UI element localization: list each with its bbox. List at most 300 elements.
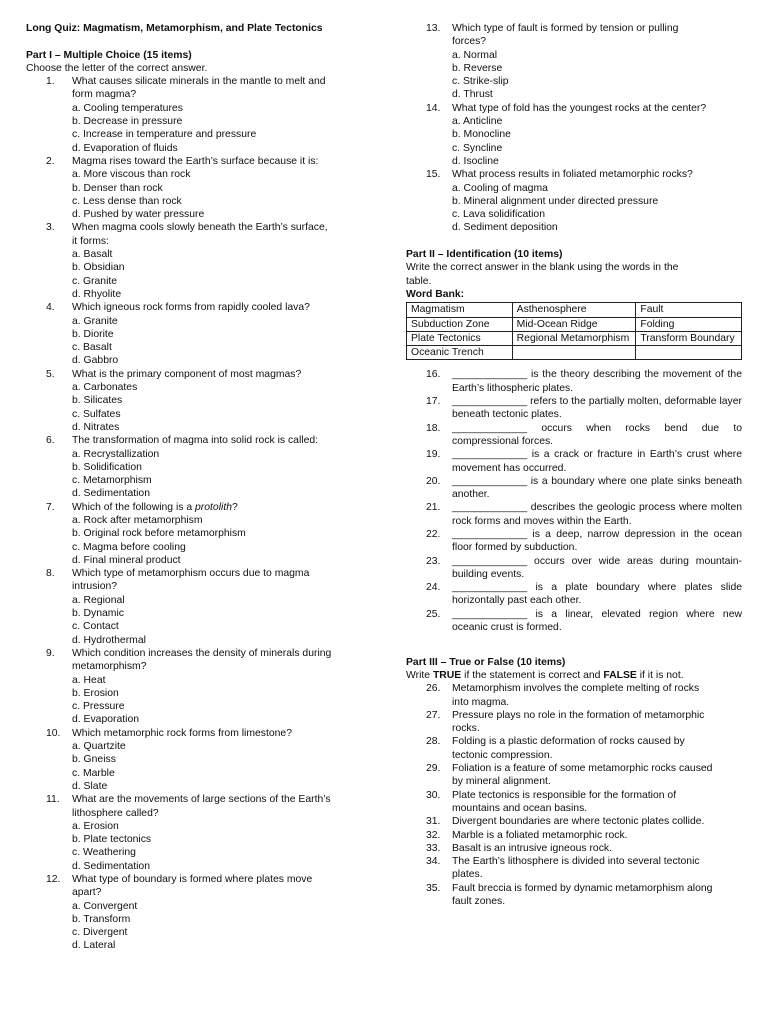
item-number (406, 528, 452, 555)
item-number-text: 25. (426, 608, 441, 620)
question-text: Which condition increases the density of minerals during (72, 647, 332, 659)
answer-option: c. Contact (72, 621, 119, 633)
answer-option: a. Heat (72, 674, 106, 686)
answer-option: c. Magma before cooling (72, 541, 186, 553)
answer-option: d. Thrust (452, 89, 493, 101)
item-number (406, 501, 452, 528)
tf-statement: Plate tectonics is responsible for the formation of (452, 789, 677, 801)
item-number-text: 26. (426, 683, 441, 695)
question-number (26, 793, 72, 806)
part3-false-word: FALSE (603, 669, 637, 681)
answer-option: b. Obsidian (72, 262, 125, 274)
item-number-text: 21. (426, 502, 441, 514)
question-text: apart? (72, 887, 102, 899)
item-number (406, 895, 452, 908)
mc-question (26, 75, 372, 155)
item-text (452, 555, 742, 582)
answer-option: a. Erosion (72, 820, 119, 832)
tf-statement: Pressure plays no role in the formation of metamorphic (452, 709, 705, 721)
identification-item (406, 581, 742, 608)
item-number (406, 749, 452, 762)
tf-statement: Fault breccia is formed by dynamic metamorphism along (452, 882, 713, 894)
mc-question (26, 873, 372, 953)
word-bank-row (407, 317, 742, 331)
item-number (406, 722, 452, 735)
tf-statement: Folding is a plastic deformation of rocks caused by (452, 736, 685, 748)
answer-blank[interactable]: _____________ (452, 369, 528, 381)
item-text (452, 368, 742, 395)
question-number (26, 647, 72, 660)
question-number (26, 580, 72, 593)
item-number (406, 868, 452, 881)
item-number (406, 682, 452, 695)
part3-instruction (406, 669, 742, 682)
item-number (406, 789, 452, 802)
tf-statement: tectonic compression. (452, 749, 553, 761)
identification-item (406, 608, 742, 635)
part3-instruction-mid: if the statement is correct and (461, 669, 604, 681)
tf-statement: Metamorphism involves the complete melting of rocks (452, 683, 700, 695)
answer-option: d. Slate (72, 780, 108, 792)
item-text (452, 581, 742, 608)
answer-option: c. Basalt (72, 342, 112, 354)
question-number (26, 235, 72, 248)
answer-option: c. Increase in temperature and pressure (72, 129, 257, 141)
answer-blank[interactable]: _____________ (452, 528, 528, 540)
mc-question (406, 22, 742, 102)
item-number-text: 34. (426, 856, 441, 868)
answer-option: a. Normal (452, 49, 498, 61)
answer-option: d. Nitrates (72, 421, 120, 433)
question-line (26, 434, 372, 447)
item-number (406, 762, 452, 775)
item-number (406, 802, 452, 815)
identification-item (406, 528, 742, 555)
question-number (406, 102, 452, 115)
question-number-text: 7. (46, 501, 55, 513)
answer-option: d. Lateral (72, 940, 116, 952)
tf-statement: Marble is a foliated metamorphic rock. (452, 829, 628, 841)
tf-statement: plates. (452, 869, 483, 881)
mc-question (26, 301, 372, 367)
question-text: What type of boundary is formed where plates move (72, 874, 313, 885)
word-bank-cell: Regional Metamorphism (512, 331, 636, 345)
part3-true-word: TRUE (432, 669, 462, 681)
answer-option: d. Sedimentation (72, 488, 150, 500)
question-number (26, 873, 72, 886)
item-number-text: 31. (426, 816, 441, 828)
answer-blank[interactable]: _____________ (452, 422, 528, 434)
question-number (26, 886, 72, 899)
question-text: Which type of fault is formed by tension or pulling (452, 23, 679, 34)
tf-statement: The Earth’s lithosphere is divided into several tectonic (452, 856, 700, 868)
question-line (26, 501, 372, 514)
identification-item (406, 501, 742, 528)
item-number (406, 368, 452, 395)
question-line (26, 221, 372, 234)
item-number (406, 608, 452, 635)
part1-instruction: Choose the letter of the correct answer. (26, 62, 208, 74)
item-text (452, 475, 742, 502)
question-number (26, 501, 72, 514)
tf-statement: by mineral alignment. (452, 776, 551, 788)
answer-option: c. Marble (72, 767, 115, 779)
tf-item-line (406, 868, 742, 881)
question-number (406, 35, 452, 48)
item-number-text: 27. (426, 709, 441, 721)
answer-blank[interactable]: _____________ (452, 555, 528, 567)
part1-heading: Part I – Multiple Choice (15 items) (26, 49, 192, 61)
answer-blank[interactable]: _____________ (452, 475, 528, 487)
mc-question (26, 647, 372, 727)
question-text: Which type of metamorphism occurs due to magma (72, 568, 310, 580)
question-text: What are the movements of large sections of the Earth’s (72, 794, 331, 806)
mc-question (26, 501, 372, 567)
tf-item-line (406, 855, 742, 868)
question-number (26, 301, 72, 314)
word-bank-cell: Folding (636, 317, 742, 331)
part3-instruction-suffix: if it is not. (636, 669, 684, 681)
question-number (26, 221, 72, 234)
question-number (26, 434, 72, 447)
tf-statement: rocks. (452, 723, 480, 735)
item-statement: is a crack or fracture in Earth’s crust where movement has occurred. (452, 449, 742, 474)
answer-option: b. Plate tectonics (72, 834, 152, 846)
answer-option: a. Recrystallization (72, 448, 160, 460)
item-text (452, 448, 742, 475)
mc-question (406, 102, 742, 168)
answer-option: d. Rhyolite (72, 288, 122, 300)
item-number-text: 28. (426, 736, 441, 748)
tf-statement: fault zones. (452, 896, 506, 907)
item-number-text: 32. (426, 829, 441, 841)
question-text: The transformation of magma into solid rock is called: (72, 435, 319, 447)
question-line (406, 168, 742, 181)
answer-blank[interactable]: _____________ (452, 396, 528, 408)
item-number (406, 581, 452, 608)
mc-questions-right (406, 22, 742, 235)
item-text (452, 501, 742, 528)
question-line (26, 647, 372, 660)
item-statement: is a boundary where one plate sinks beneath another. (452, 475, 742, 501)
question-text: What is the primary component of most magmas? (72, 368, 302, 380)
word-bank-row (407, 346, 742, 360)
question-number (26, 88, 72, 101)
question-line (26, 807, 372, 820)
answer-blank[interactable]: _____________ (452, 608, 528, 620)
item-statement: occurs when rocks bend due to compressional forces. (452, 422, 742, 447)
answer-option: a. Anticline (452, 116, 503, 128)
item-number-text: 17. (426, 396, 441, 408)
item-number (406, 709, 452, 722)
identification-item (406, 448, 742, 475)
question-text: What process results in foliated metamorphic rocks? (452, 169, 693, 181)
mc-question (26, 727, 372, 793)
question-number (406, 22, 452, 35)
word-bank-row (407, 303, 742, 317)
answer-option: c. Divergent (72, 927, 128, 939)
item-number-text: 18. (426, 422, 441, 434)
item-number-text: 33. (426, 842, 441, 854)
answer-option: a. More viscous than rock (72, 169, 191, 181)
item-number-text: 22. (426, 528, 441, 540)
question-text: Which of the following is a protolith? (72, 501, 238, 513)
answer-option: b. Reverse (452, 62, 503, 74)
item-number-text: 19. (426, 449, 441, 461)
tf-item-line (406, 802, 742, 815)
item-text (452, 608, 742, 635)
question-number-text: 4. (46, 302, 55, 314)
item-statement: is a plate boundary where plates slide horizontally past each other. (452, 582, 742, 607)
tf-item-line (406, 709, 742, 722)
tf-statement: Foliation is a feature of some metamorphic rocks caused (452, 763, 713, 775)
item-statement: describes the geologic process where molten rock forms and moves within the Earth. (452, 502, 742, 527)
tf-item-line (406, 682, 742, 695)
question-text: Which metamorphic rock forms from limestone? (72, 727, 292, 739)
question-line (406, 102, 742, 115)
answer-option: b. Transform (72, 913, 131, 925)
answer-option: a. Basalt (72, 249, 113, 261)
answer-option: a. Granite (72, 315, 118, 327)
tf-item-line (406, 762, 742, 775)
question-number (26, 567, 72, 580)
tf-item-line (406, 775, 742, 788)
mc-question (26, 155, 372, 221)
question-number (406, 168, 452, 181)
answer-option: d. Isocline (452, 155, 499, 167)
item-number (406, 422, 452, 449)
question-line (26, 567, 372, 580)
question-number-text: 13. (426, 23, 441, 34)
word-bank-cell (512, 346, 636, 360)
item-number (406, 815, 452, 828)
word-bank-table (406, 302, 742, 360)
item-statement: is a deep, narrow depression in the ocean floor formed by subduction. (452, 528, 742, 554)
mc-question (26, 793, 372, 873)
word-bank-cell: Plate Tectonics (407, 331, 513, 345)
item-statement: refers to the partially molten, deformable layer beneath tectonic plates. (452, 396, 742, 421)
tf-item-line (406, 895, 742, 908)
tf-item-line (406, 722, 742, 735)
question-text: Magma rises toward the Earth’s surface because it is: (72, 155, 319, 167)
question-text: intrusion? (72, 581, 118, 593)
answer-option: a. Regional (72, 594, 125, 606)
item-number (406, 696, 452, 709)
answer-option: c. Weathering (72, 847, 136, 859)
word-bank-cell (636, 346, 742, 360)
item-number (406, 735, 452, 748)
question-text: forces? (452, 36, 487, 48)
question-line (26, 235, 372, 248)
question-line (26, 368, 372, 381)
item-number (406, 395, 452, 422)
tf-item-line (406, 735, 742, 748)
item-text (452, 422, 742, 449)
mc-question (26, 221, 372, 301)
answer-option: c. Lava solidification (452, 209, 545, 221)
item-number (406, 775, 452, 788)
answer-option: c. Pressure (72, 701, 125, 713)
item-number (406, 475, 452, 502)
mc-question (26, 434, 372, 500)
answer-option: d. Evaporation of fluids (72, 142, 178, 154)
word-bank-cell: Transform Boundary (636, 331, 742, 345)
item-number-text: 24. (426, 582, 441, 594)
item-number (406, 448, 452, 475)
quiz-title: Long Quiz: Magmatism, Metamorphism, and Plate Tectonics (26, 23, 323, 34)
question-line (26, 580, 372, 593)
question-number-text: 14. (426, 102, 441, 114)
item-number (406, 882, 452, 895)
question-line (26, 75, 372, 88)
tf-statement: Divergent boundaries are where tectonic plates collide. (452, 816, 705, 828)
answer-option: b. Denser than rock (72, 182, 163, 194)
tf-item-line (406, 749, 742, 762)
tf-item-line (406, 829, 742, 842)
item-number (406, 855, 452, 868)
question-text: metamorphism? (72, 661, 147, 673)
answer-option: a. Cooling temperatures (72, 102, 183, 114)
question-line (26, 660, 372, 673)
answer-option: a. Convergent (72, 900, 138, 912)
answer-option: d. Sediment deposition (452, 222, 558, 234)
question-text: lithosphere called? (72, 807, 159, 819)
question-number (26, 368, 72, 381)
question-number-text: 11. (46, 794, 60, 806)
tf-item-line (406, 815, 742, 828)
question-line (26, 886, 372, 899)
question-line (26, 155, 372, 168)
question-number-text: 1. (46, 76, 55, 88)
answer-option: b. Silicates (72, 395, 123, 407)
answer-option: c. Less dense than rock (72, 195, 182, 207)
question-number-text: 12. (46, 874, 61, 885)
word-bank-cell: Magmatism (407, 303, 513, 317)
tf-item-line (406, 882, 742, 895)
item-number-text: 30. (426, 789, 441, 801)
tf-statement: Basalt is an intrusive igneous rock. (452, 842, 612, 854)
word-bank-cell: Asthenosphere (512, 303, 636, 317)
answer-option: d. Hydrothermal (72, 634, 146, 646)
tf-item-line (406, 696, 742, 709)
answer-option: c. Metamorphism (72, 475, 152, 487)
answer-blank[interactable]: _____________ (452, 582, 528, 594)
answer-option: c. Syncline (452, 142, 503, 154)
question-number-text: 10. (46, 727, 61, 739)
item-statement: is the theory describing the movement of the Earth’s lithospheric plates. (452, 369, 742, 394)
tf-item-line (406, 789, 742, 802)
answer-option: c. Strike-slip (452, 76, 509, 88)
question-line (26, 793, 372, 806)
word-bank-label: Word Bank: (406, 288, 465, 300)
mc-question (26, 567, 372, 647)
answer-option: b. Mineral alignment under directed pressure (452, 195, 659, 207)
question-line (26, 873, 372, 886)
part3-instruction-prefix: Write (406, 669, 433, 681)
answer-option: a. Quartzite (72, 741, 126, 753)
item-number-text: 16. (426, 369, 441, 381)
question-line (26, 88, 372, 101)
answer-option: d. Final mineral product (72, 554, 181, 566)
answer-option: b. Monocline (452, 129, 511, 141)
question-number-text: 9. (46, 647, 55, 659)
question-text: form magma? (72, 89, 137, 101)
item-number-text: 23. (426, 555, 441, 567)
mc-questions-left (26, 75, 372, 953)
word-bank-cell: Subduction Zone (407, 317, 513, 331)
part2-instruction-line: table. (406, 275, 432, 287)
identification-item (406, 368, 742, 395)
question-number-text: 6. (46, 435, 55, 447)
question-line (26, 301, 372, 314)
mc-question (406, 168, 742, 234)
question-number-text: 8. (46, 568, 55, 580)
question-text: it forms: (72, 235, 109, 247)
answer-option: b. Erosion (72, 687, 119, 699)
emphasized-term: protolith (195, 501, 232, 513)
answer-option: d. Pushed by water pressure (72, 209, 205, 221)
answer-option: b. Solidification (72, 461, 142, 473)
answer-option: a. Rock after metamorphism (72, 514, 203, 526)
part3-heading: Part III – True or False (10 items) (406, 656, 566, 668)
answer-blank[interactable]: _____________ (452, 502, 528, 514)
identification-items (406, 368, 742, 634)
question-text: What type of fold has the youngest rocks at the center? (452, 102, 707, 114)
tf-statement: mountains and ocean basins. (452, 802, 588, 814)
identification-item (406, 475, 742, 502)
question-number (26, 75, 72, 88)
right-column (406, 22, 742, 908)
item-number (406, 555, 452, 582)
answer-option: d. Sedimentation (72, 860, 150, 872)
question-line (26, 727, 372, 740)
answer-option: b. Dynamic (72, 608, 124, 620)
question-number (26, 155, 72, 168)
question-number (26, 727, 72, 740)
question-number (26, 807, 72, 820)
item-text (452, 528, 742, 555)
tf-statement: into magma. (452, 696, 510, 708)
item-number-text: 29. (426, 763, 441, 775)
item-text (452, 395, 742, 422)
word-bank-cell: Oceanic Trench (407, 346, 513, 360)
item-number-text: 35. (426, 882, 441, 894)
word-bank-cell: Mid-Ocean Ridge (512, 317, 636, 331)
part2-instruction-line: Write the correct answer in the blank using the words in the (406, 262, 679, 274)
question-number-text: 5. (46, 368, 55, 380)
answer-option: b. Decrease in pressure (72, 116, 183, 128)
item-statement: occurs over wide areas during mountain-building events. (452, 555, 742, 580)
item-statement: is a linear, elevated region where new oceanic crust is formed. (452, 608, 742, 634)
answer-blank[interactable]: _____________ (452, 449, 528, 461)
answer-option: d. Gabbro (72, 355, 119, 367)
answer-option: b. Diorite (72, 328, 114, 340)
answer-option: b. Gneiss (72, 754, 116, 766)
answer-option: c. Sulfates (72, 408, 121, 420)
tf-item-line (406, 842, 742, 855)
answer-option: a. Cooling of magma (452, 182, 548, 194)
question-number-text: 2. (46, 155, 55, 167)
answer-option: a. Carbonates (72, 382, 138, 394)
question-text: What causes silicate minerals in the mantle to melt and (72, 76, 326, 88)
answer-option: c. Granite (72, 275, 118, 287)
true-false-items (406, 682, 742, 908)
word-bank-cell: Fault (636, 303, 742, 317)
identification-item (406, 395, 742, 422)
identification-item (406, 555, 742, 582)
mc-question (26, 368, 372, 434)
part2-heading: Part II – Identification (10 items) (406, 249, 563, 261)
